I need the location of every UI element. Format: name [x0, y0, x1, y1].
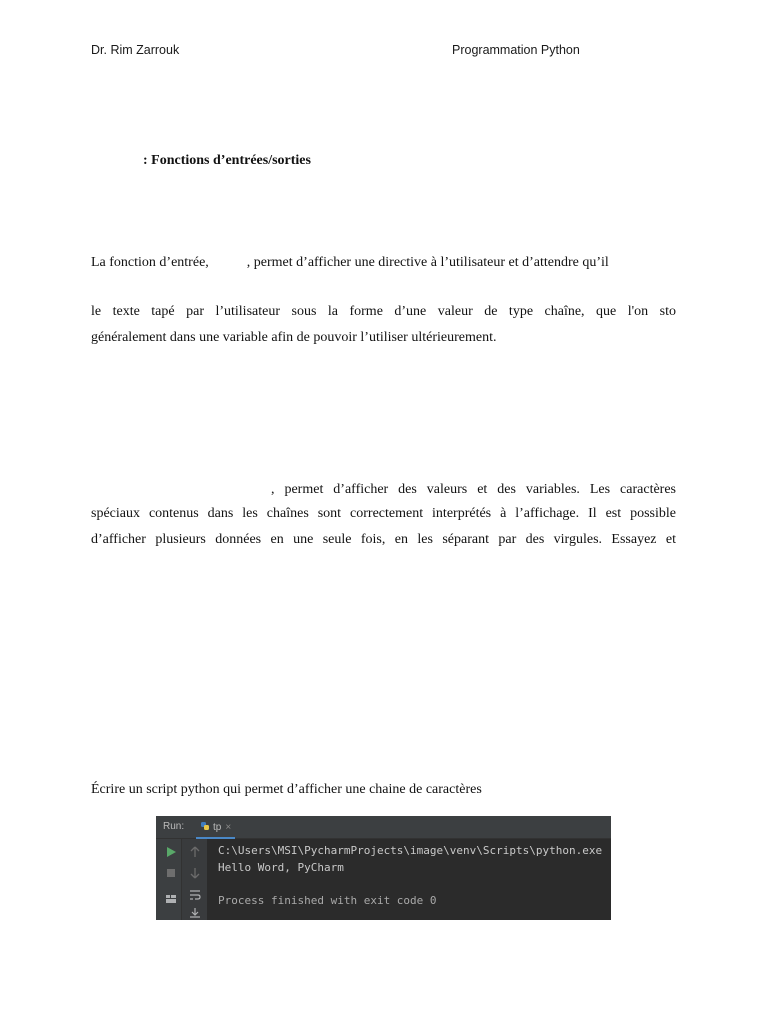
run-tab-label: tp	[213, 822, 222, 833]
rerun-icon[interactable]	[165, 846, 177, 858]
output-paragraph-line-3: d’afficher plusieurs données en une seule fois, en les séparant par des virgules. Essayez et	[91, 532, 676, 547]
header-author: Dr. Rim Zarrouk	[91, 43, 180, 57]
output-paragraph-line-1: , permet d’afficher des valeurs et des variables. Les caractères	[271, 482, 676, 497]
input-paragraph-line-3: généralement dans une variable afin de pouvoir l’utiliser ultérieurement.	[91, 330, 497, 345]
console-line-command: C:\Users\MSI\PycharmProjects\image\venv\Scripts\python.exe	[218, 844, 603, 857]
section-title: : Fonctions d’entrées/sorties	[143, 153, 311, 168]
input-text-b: , permet d’afficher une directive à l’utilisateur et d’attendre qu’il	[246, 255, 609, 270]
close-icon[interactable]: ×	[225, 822, 232, 833]
run-label: Run:	[163, 821, 185, 832]
run-tab-tp[interactable]	[196, 819, 235, 839]
soft-wrap-icon[interactable]	[189, 889, 201, 901]
layout-icon[interactable]	[165, 893, 177, 905]
input-paragraph-line-1	[91, 255, 676, 271]
exercise-statement: Écrire un script python qui permet d’afficher une chaine de caractères	[91, 782, 482, 797]
arrow-up-icon[interactable]	[189, 846, 201, 858]
scroll-to-end-icon[interactable]	[189, 907, 201, 919]
output-paragraph-line-2: spéciaux contenus dans les chaînes sont correctement interprétés à l’affichage. Il est possible	[91, 506, 676, 521]
python-icon	[200, 821, 210, 831]
header-course: Programmation Python	[452, 43, 580, 57]
console-line-output: Hello Word, PyCharm	[218, 861, 344, 874]
arrow-down-icon[interactable]	[189, 867, 201, 879]
input-paragraph-line-2: le texte tapé par l’utilisateur sous la forme d’une valeur de type chaîne, que l'on sto	[91, 304, 676, 319]
stop-icon[interactable]	[165, 867, 177, 879]
console-line-exit: Process finished with exit code 0	[218, 894, 437, 907]
run-tab-bar	[156, 816, 611, 839]
pycharm-run-console	[156, 816, 611, 920]
input-text-a: La fonction d’entrée,	[91, 255, 209, 270]
